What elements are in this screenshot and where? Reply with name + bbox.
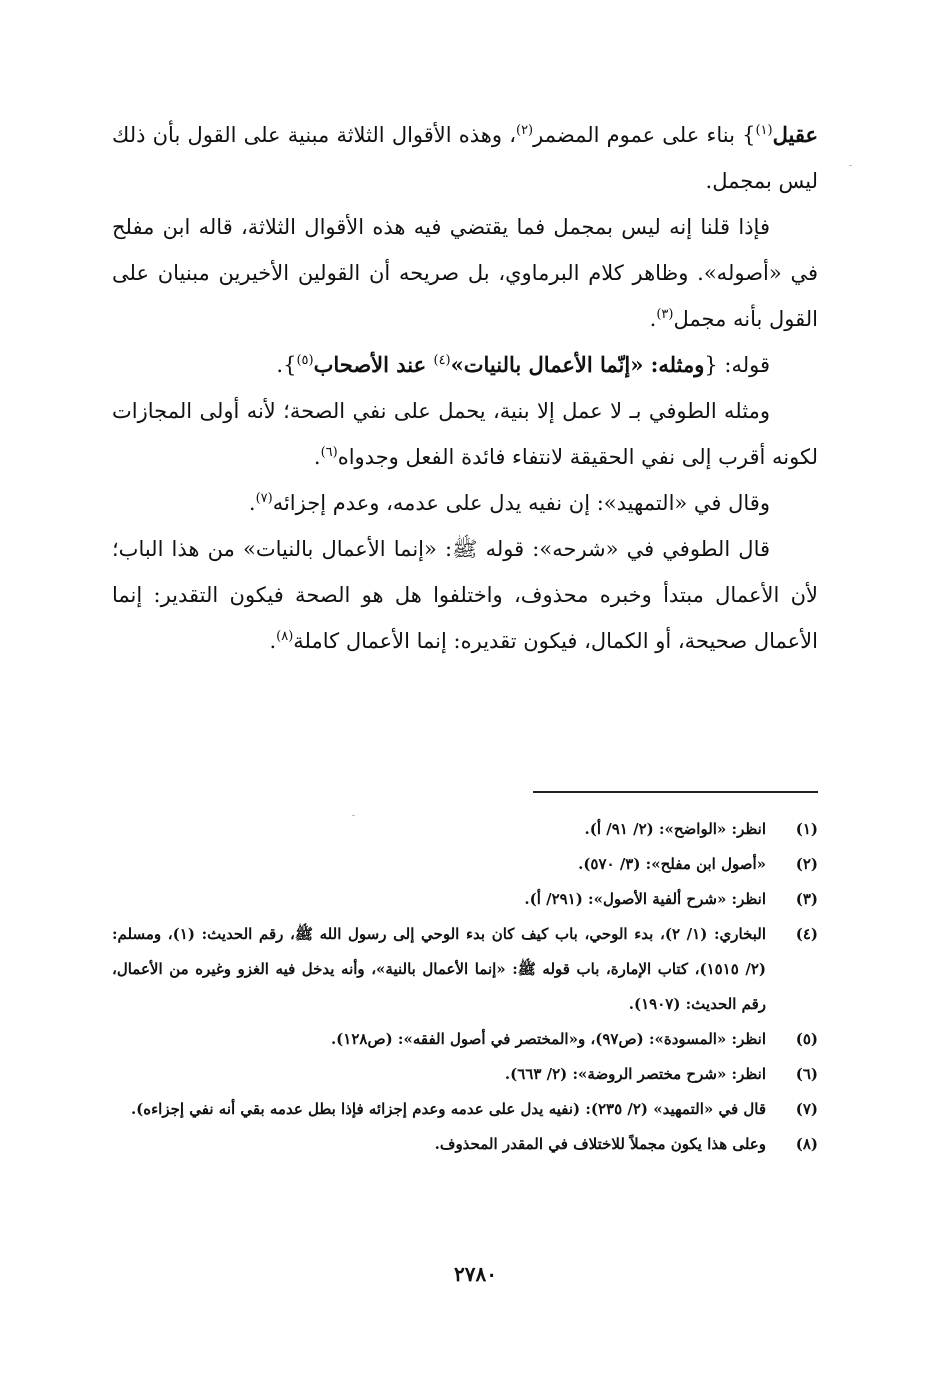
footnote-ref-3[interactable]: (٣) xyxy=(656,307,674,322)
bold-phrase: ومثله: «إنّما الأعمال بالنيات» xyxy=(450,352,705,377)
paragraph-text: . xyxy=(269,629,277,653)
footnotes xyxy=(112,812,818,1162)
footnote-ref-1[interactable]: (١) xyxy=(755,123,773,138)
paragraph-2 xyxy=(112,204,818,342)
footnote-text: انظر: «شرح ألفية الأصول»: (٢٩١/ أ). xyxy=(524,890,766,908)
footnote-4 xyxy=(112,917,818,1022)
paragraph-text: قوله: { xyxy=(704,353,770,377)
paragraph-text: وقال في «التمهيد»: إن نفيه يدل على عدمه، وعدم إجزائه xyxy=(272,491,770,515)
scan-speck xyxy=(849,165,852,166)
paragraph-text: قال الطوفي في «شرحه»: قوله ﷺ: «إنما الأعمال بالنيات» من هذا الباب؛ لأن الأعمال مبتدأ وخبره محذوف، واختلفوا هل هو الصحة فيكون التقدير: إنما الأعمال صحيحة، أو الكمال، فيكون تقديره: إنما الأعمال كاملة xyxy=(112,537,818,653)
footnote-number: (٤) xyxy=(795,925,818,943)
footnote-2 xyxy=(112,847,818,882)
page-number: ٢٧٨٠ xyxy=(454,1262,497,1286)
footnote-ref-2[interactable]: (٢) xyxy=(515,123,534,138)
footnote-5 xyxy=(112,1022,818,1057)
footnote-8 xyxy=(112,1127,818,1162)
paragraph-text: . xyxy=(248,491,256,515)
footnote-ref-4[interactable]: (٤) xyxy=(433,353,451,368)
footnote-number: (٧) xyxy=(795,1100,818,1118)
footnote-text: «أصول ابن مفلح»: (٣/ ٥٧٠). xyxy=(578,855,766,873)
paragraph-4 xyxy=(112,388,818,480)
footnote-number: (٣) xyxy=(795,890,818,908)
paragraph-text: }. xyxy=(276,353,297,377)
footnote-3 xyxy=(112,882,818,917)
paragraph-text: ومثله الطوفي بـ لا عمل إلا بنية، يحمل على نفي الصحة؛ لأنه أولى المجازات لكونه أقرب إلى نفي الحقيقة لانتفاء فائدة الفعل وجدواه xyxy=(112,399,818,469)
footnote-1 xyxy=(112,812,818,847)
paragraph-3 xyxy=(112,342,818,388)
footnote-number: (١) xyxy=(795,820,818,838)
footnote-text: البخاري: (١/ ٢)، بدء الوحي، باب كيف كان بدء الوحي إلى رسول الله ﷺ، رقم الحديث: (١)، ومسلم: (٢/ ١٥١٥)، كتاب الإمارة، باب قوله ﷺ: «إنما الأعمال بالنية»، وأنه يدخل فيه الغزو وغيره من الأعمال، رقم الحديث: (١٩٠٧). xyxy=(112,925,767,1013)
footnote-number: (٨) xyxy=(795,1135,818,1153)
bold-word: عقيل xyxy=(772,122,818,147)
bold-phrase: عند الأصحاب xyxy=(313,352,434,377)
footnote-text: انظر: «الواضح»: (٢/ ٩١/ أ). xyxy=(584,820,766,838)
footnote-text: قال في «التمهيد» (٢/ ٢٣٥): (نفيه يدل على عدمه وعدم إجزائه فإذا بطل عدمه بقي أنه نفي إجزاءه). xyxy=(130,1100,766,1118)
paragraph-text: فإذا قلنا إنه ليس بمجمل فما يقتضي فيه هذه الأقوال الثلاثة، قاله ابن مفلح في «أصوله». وظاهر كلام البرماوي، بل صريحه أن القولين الأخيرين مبنيان على القول بأنه مجمل xyxy=(112,215,818,331)
footnote-text: وعلى هذا يكون مجملاً للاختلاف في المقدر المحذوف. xyxy=(434,1135,766,1153)
footnote-number: (٦) xyxy=(795,1065,818,1083)
paragraph-6 xyxy=(112,526,818,664)
footnote-text: انظر: «المسودة»: (ص٩٧)، و«المختصر في أصول الفقه»: (ص١٢٨). xyxy=(330,1030,766,1048)
footnote-6 xyxy=(112,1057,818,1092)
footnote-text: انظر: «شرح مختصر الروضة»: (٢/ ٦٦٣). xyxy=(504,1065,766,1083)
footnote-ref-8[interactable]: (٨) xyxy=(276,629,294,644)
paragraph-5 xyxy=(112,480,818,526)
footnote-ref-5[interactable]: (٥) xyxy=(296,353,314,368)
paragraph-text: . xyxy=(649,307,657,331)
footnote-separator xyxy=(533,791,818,793)
footnote-ref-6[interactable]: (٦) xyxy=(320,445,338,460)
paragraph-text: ، وهذه الأقوال الثلاثة مبنية على القول بأن ذلك ليس بمجمل. xyxy=(112,123,818,193)
footnote-number: (٥) xyxy=(795,1030,818,1048)
scan-speck xyxy=(352,815,355,816)
footnote-ref-7[interactable]: (٧) xyxy=(255,491,273,506)
main-text xyxy=(112,112,818,664)
paragraph-1 xyxy=(112,112,818,204)
paragraph-text: . xyxy=(313,445,321,469)
paragraph-text: } بناء على عموم المضمر xyxy=(533,123,756,147)
footnote-number: (٢) xyxy=(795,855,818,873)
footnote-7 xyxy=(112,1092,818,1127)
